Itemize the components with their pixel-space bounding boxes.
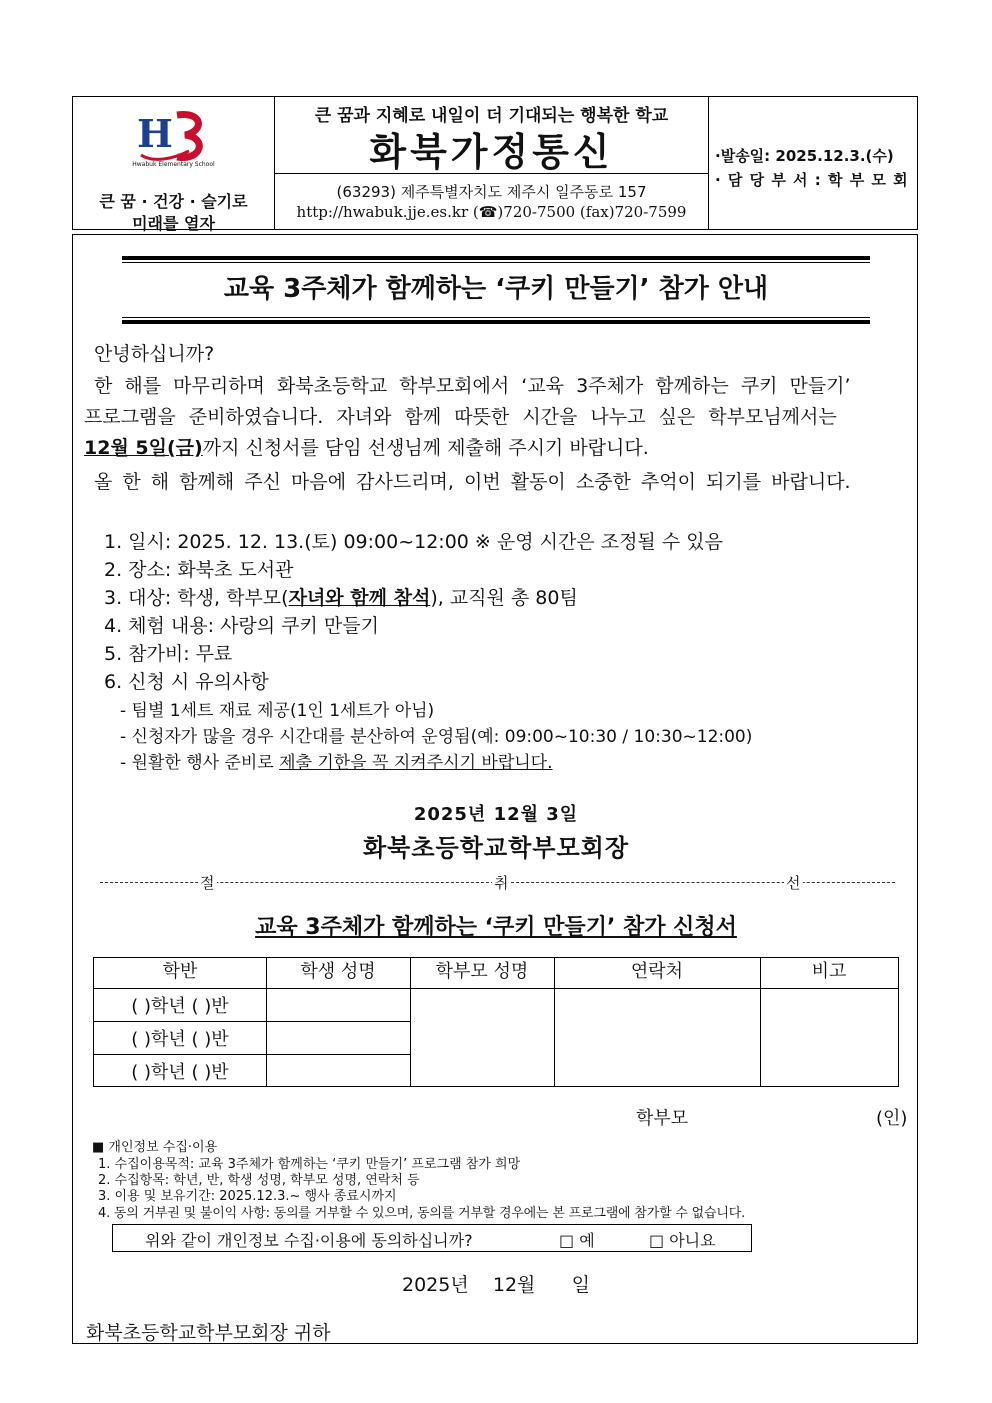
table-header-parent: 학부모 성명 bbox=[435, 961, 529, 982]
body-line-2: 프로그램을 준비하였습니다. 자녀와 함께 따뜻한 시간을 나누고 싶은 학부모님께서는 bbox=[84, 406, 837, 428]
greeting: 안녕하십니까? bbox=[94, 343, 215, 365]
application-form-title-text: 교육 3주체가 함께하는 ‘쿠키 만들기’ 참가 신청서 bbox=[255, 915, 737, 940]
note-3-b: 제출 기한을 꼭 지켜주시기 바랍니다. bbox=[279, 753, 553, 773]
body-line-4: 올 한 해 함께해 주신 마음에 감사드리며, 이번 활동이 소중한 추억이 되기를 바랍니다. bbox=[94, 471, 851, 493]
header-right bbox=[709, 97, 917, 229]
form-date: 2025년 12월 일 bbox=[402, 1274, 590, 1296]
note-2: - 신청자가 많을 경우 시간대를 분산하여 운영됨(예: 09:00~10:30 / 10:30~12:00) bbox=[120, 727, 753, 747]
newsletter-title: 화북가정통신 bbox=[369, 130, 614, 174]
table-col-line-4 bbox=[760, 958, 761, 1086]
title-rule-bottom-thin bbox=[122, 317, 870, 318]
motto-line-1: 큰 꿈 · 건강 · 슬기로 bbox=[99, 192, 248, 211]
title-rule-top-thin bbox=[122, 262, 870, 263]
table-col-line-2 bbox=[410, 958, 411, 1086]
school-logo-icon bbox=[133, 107, 213, 163]
privacy-item-2: 2. 수집항목: 학년, 반, 학생 성명, 학부모 성명, 연락처 등 bbox=[98, 1173, 420, 1188]
item-target bbox=[104, 583, 578, 610]
table-col-line-1 bbox=[266, 958, 267, 1086]
header-center bbox=[275, 97, 709, 229]
privacy-item-3: 3. 이용 및 보유기간: 2025.12.3.~ 행사 종료시까지 bbox=[98, 1189, 397, 1204]
item-notes-title: 6. 신청 시 유의사항 bbox=[104, 671, 269, 693]
body-line-1: 한 해를 마무리하며 화북초등학교 학부모회에서 ‘교육 3주체가 함께하는 쿠키 만들기’ bbox=[94, 375, 851, 397]
note-3 bbox=[120, 748, 553, 773]
item-target-a: 3. 대상: 학생, 학부모( bbox=[104, 587, 289, 609]
body-line-3 bbox=[84, 432, 649, 464]
consent-box bbox=[112, 1224, 752, 1252]
addressee: 화북초등학교학부모회장 귀하 bbox=[86, 1322, 331, 1344]
grade-cell-2[interactable]: ( )학년 ( )반 bbox=[131, 1029, 229, 1050]
signature-date: 2025년 12월 3일 bbox=[413, 804, 579, 825]
item-target-c: ), 교직원 총 80팀 bbox=[430, 587, 578, 609]
deadline-text: 12월 5일(금) bbox=[84, 437, 203, 459]
school-address: (63293) 제주특별자치도 제주시 일주동로 157 bbox=[336, 183, 647, 201]
item-fee: 5. 참가비: 무료 bbox=[104, 643, 233, 665]
grade-cell-1[interactable]: ( )학년 ( )반 bbox=[131, 996, 229, 1017]
logo-cell bbox=[73, 97, 275, 233]
header-divider bbox=[275, 173, 708, 174]
cut-char-2: 취 bbox=[494, 874, 509, 892]
table-row-line-1 bbox=[94, 1021, 410, 1022]
title-rule-top bbox=[122, 256, 870, 260]
cut-char-3: 선 bbox=[786, 874, 801, 892]
table-header-contact: 연락처 bbox=[630, 961, 684, 982]
logo-caption: Hwabuk Elementary School bbox=[132, 161, 215, 168]
privacy-item-1: 1. 수집이용목적: 교육 3주체가 함께하는 ‘쿠키 만들기’ 프로그램 참가 희망 bbox=[98, 1157, 521, 1172]
issue-date: ·발송일: 2025.12.3.(수) bbox=[715, 147, 894, 165]
cut-line bbox=[100, 872, 895, 892]
consent-yes-checkbox[interactable]: □ 예 bbox=[559, 1231, 595, 1250]
item-content: 4. 체험 내용: 사랑의 쿠키 만들기 bbox=[104, 615, 379, 637]
school-slogan: 큰 꿈과 지혜로 내일이 더 기대되는 행복한 학교 bbox=[314, 106, 669, 126]
school-contact: http://hwabuk.jje.es.kr (☎)720-7500 (fax)720-7599 bbox=[296, 203, 687, 221]
department: · 담 당 부 서 : 학 부 모 회 bbox=[715, 171, 909, 189]
table-col-line-3 bbox=[554, 958, 555, 1086]
seal-mark: (인) bbox=[876, 1108, 908, 1129]
parent-signature-label: 학부모 bbox=[636, 1108, 689, 1129]
consent-question: 위와 같이 개인정보 수집·이용에 동의하십니까? bbox=[145, 1231, 473, 1250]
cut-char-1: 절 bbox=[200, 874, 215, 892]
application-form-title bbox=[0, 910, 992, 941]
signature-name: 화북초등학교학부모회장 bbox=[362, 834, 630, 862]
table-header-line bbox=[94, 988, 898, 989]
grade-cell-3[interactable]: ( )학년 ( )반 bbox=[131, 1062, 229, 1083]
consent-no-checkbox[interactable]: □ 아니요 bbox=[649, 1231, 716, 1250]
document-title: 교육 3주체가 함께하는 ‘쿠키 만들기’ 참가 안내 bbox=[223, 274, 769, 304]
motto-line-2: 미래를 열자 bbox=[132, 214, 215, 233]
body-line-3-rest: 까지 신청서를 담임 선생님께 제출해 주시기 바랍니다. bbox=[202, 437, 649, 459]
item-date: 1. 일시: 2025. 12. 13.(토) 09:00~12:00 ※ 운영 시간은 조정될 수 있음 bbox=[104, 531, 723, 553]
item-target-b: 자녀와 함께 참석 bbox=[288, 587, 431, 609]
svg-text:H: H bbox=[137, 111, 173, 156]
note-1: - 팀별 1세트 재료 제공(1인 1세트가 아님) bbox=[120, 701, 435, 721]
table-header-student: 학생 성명 bbox=[300, 961, 376, 982]
note-3-a: - 원활한 행사 준비로 bbox=[120, 753, 280, 773]
title-rule-bottom bbox=[122, 320, 870, 324]
item-place: 2. 장소: 화북초 도서관 bbox=[104, 559, 294, 581]
table-header-note: 비고 bbox=[811, 961, 847, 982]
application-table bbox=[93, 957, 899, 1087]
privacy-item-4: 4. 동의 거부권 및 불이익 사항: 동의를 거부할 수 있으며, 동의를 거부할 경우에는 본 프로그램에 참가할 수 없습니다. bbox=[98, 1206, 746, 1221]
privacy-title: ■ 개인정보 수집·이용 bbox=[92, 1140, 218, 1155]
table-header-class: 학반 bbox=[162, 961, 198, 982]
newsletter-header bbox=[72, 96, 918, 233]
table-row-line-2 bbox=[94, 1054, 410, 1055]
